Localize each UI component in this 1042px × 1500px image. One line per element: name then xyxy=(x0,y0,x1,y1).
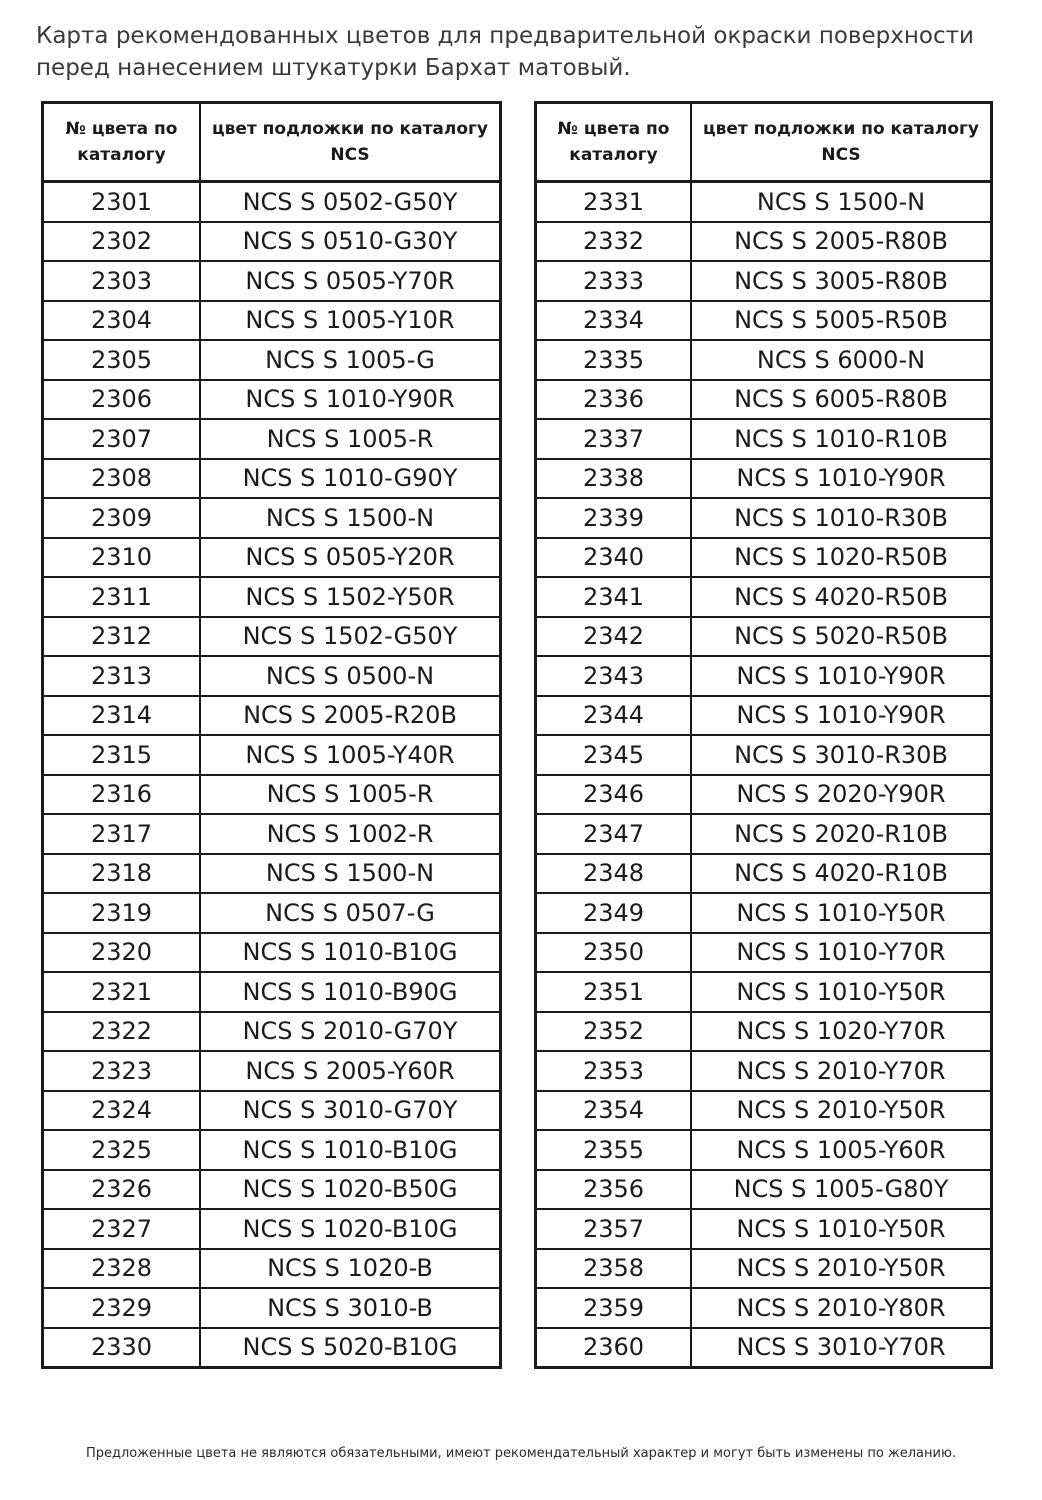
catalog-number-cell: 2344 xyxy=(536,696,692,736)
ncs-color-cell: NCS S 1010-Y90R xyxy=(200,380,501,420)
header-catalog-number: № цвета по каталогу xyxy=(536,103,692,182)
ncs-color-cell: NCS S 1002-R xyxy=(200,814,501,854)
table-row xyxy=(43,301,501,341)
ncs-color-cell: NCS S 5005-R50B xyxy=(691,301,992,341)
catalog-number-cell: 2356 xyxy=(536,1170,692,1210)
table-row xyxy=(536,893,992,933)
ncs-color-cell: NCS S 2005-Y60R xyxy=(200,1051,501,1091)
catalog-number-cell: 2309 xyxy=(43,498,201,538)
table-row xyxy=(43,577,501,617)
ncs-color-cell: NCS S 6000-N xyxy=(691,340,992,380)
header-row xyxy=(536,103,992,182)
catalog-number-cell: 2304 xyxy=(43,301,201,341)
table-row xyxy=(43,1130,501,1170)
ncs-color-cell: NCS S 3005-R80B xyxy=(691,261,992,301)
catalog-number-cell: 2326 xyxy=(43,1170,201,1210)
table-row xyxy=(43,696,501,736)
table-row xyxy=(536,814,992,854)
table-row xyxy=(536,933,992,973)
table-row xyxy=(43,1012,501,1052)
table-row xyxy=(43,538,501,578)
catalog-number-cell: 2352 xyxy=(536,1012,692,1052)
catalog-number-cell: 2353 xyxy=(536,1051,692,1091)
table-row xyxy=(536,617,992,657)
table-row xyxy=(43,814,501,854)
ncs-color-cell: NCS S 1502-G50Y xyxy=(200,617,501,657)
ncs-color-cell: NCS S 1010-Y90R xyxy=(691,656,992,696)
table-row xyxy=(536,261,992,301)
table-row xyxy=(43,1091,501,1131)
catalog-number-cell: 2327 xyxy=(43,1209,201,1249)
color-table-right xyxy=(534,101,993,1369)
catalog-number-cell: 2320 xyxy=(43,933,201,973)
ncs-color-cell: NCS S 0505-Y70R xyxy=(200,261,501,301)
catalog-number-cell: 2321 xyxy=(43,972,201,1012)
table-row xyxy=(536,459,992,499)
ncs-color-cell: NCS S 5020-R50B xyxy=(691,617,992,657)
table-row xyxy=(536,222,992,262)
catalog-number-cell: 2322 xyxy=(43,1012,201,1052)
ncs-color-cell: NCS S 1005-G80Y xyxy=(691,1170,992,1210)
catalog-number-cell: 2338 xyxy=(536,459,692,499)
table-row xyxy=(536,656,992,696)
catalog-number-cell: 2308 xyxy=(43,459,201,499)
ncs-color-cell: NCS S 2010-G70Y xyxy=(200,1012,501,1052)
table-row xyxy=(536,972,992,1012)
table-row xyxy=(43,459,501,499)
ncs-color-cell: NCS S 1020-Y70R xyxy=(691,1012,992,1052)
ncs-color-cell: NCS S 1020-R50B xyxy=(691,538,992,578)
catalog-number-cell: 2332 xyxy=(536,222,692,262)
ncs-color-cell: NCS S 4020-R50B xyxy=(691,577,992,617)
table-row xyxy=(43,933,501,973)
catalog-number-cell: 2312 xyxy=(43,617,201,657)
catalog-number-cell: 2348 xyxy=(536,854,692,894)
table-row xyxy=(43,854,501,894)
catalog-number-cell: 2310 xyxy=(43,538,201,578)
catalog-number-cell: 2343 xyxy=(536,656,692,696)
ncs-color-cell: NCS S 3010-Y70R xyxy=(691,1328,992,1368)
table-row xyxy=(43,340,501,380)
catalog-number-cell: 2317 xyxy=(43,814,201,854)
ncs-color-cell: NCS S 0507-G xyxy=(200,893,501,933)
table-row xyxy=(536,696,992,736)
table-row xyxy=(536,1249,992,1289)
table-row xyxy=(43,1288,501,1328)
ncs-color-cell: NCS S 2020-R10B xyxy=(691,814,992,854)
table-row xyxy=(536,380,992,420)
table-row xyxy=(536,1051,992,1091)
catalog-number-cell: 2302 xyxy=(43,222,201,262)
ncs-color-cell: NCS S 1500-N xyxy=(200,854,501,894)
catalog-number-cell: 2319 xyxy=(43,893,201,933)
catalog-number-cell: 2325 xyxy=(43,1130,201,1170)
table-row xyxy=(43,775,501,815)
ncs-color-cell: NCS S 1005-Y10R xyxy=(200,301,501,341)
table-body xyxy=(536,182,992,1368)
table-row xyxy=(536,538,992,578)
table-row xyxy=(43,893,501,933)
catalog-number-cell: 2301 xyxy=(43,182,201,222)
ncs-color-cell: NCS S 1005-G xyxy=(200,340,501,380)
table-row xyxy=(43,1170,501,1210)
catalog-number-cell: 2342 xyxy=(536,617,692,657)
ncs-color-cell: NCS S 2010-Y70R xyxy=(691,1051,992,1091)
page-title: Карта рекомендованных цветов для предварительной окраски поверхности перед нанесением штукатурки Бархат матовый. xyxy=(36,23,974,81)
table-row xyxy=(43,182,501,222)
ncs-color-cell: NCS S 1010-B10G xyxy=(200,933,501,973)
ncs-color-cell: NCS S 1020-B50G xyxy=(200,1170,501,1210)
ncs-color-cell: NCS S 1010-R30B xyxy=(691,498,992,538)
table-body xyxy=(43,182,501,1368)
ncs-color-cell: NCS S 2010-Y50R xyxy=(691,1091,992,1131)
ncs-color-cell: NCS S 1005-R xyxy=(200,775,501,815)
table-row xyxy=(43,1249,501,1289)
ncs-color-cell: NCS S 3010-G70Y xyxy=(200,1091,501,1131)
ncs-color-cell: NCS S 1010-B10G xyxy=(200,1130,501,1170)
catalog-number-cell: 2349 xyxy=(536,893,692,933)
header-ncs-color: цвет подложки по каталогу NCS xyxy=(200,103,501,182)
catalog-number-cell: 2345 xyxy=(536,735,692,775)
catalog-number-cell: 2354 xyxy=(536,1091,692,1131)
catalog-number-cell: 2350 xyxy=(536,933,692,973)
ncs-color-cell: NCS S 1010-Y50R xyxy=(691,1209,992,1249)
ncs-color-cell: NCS S 1502-Y50R xyxy=(200,577,501,617)
catalog-number-cell: 2331 xyxy=(536,182,692,222)
ncs-color-cell: NCS S 2005-R20B xyxy=(200,696,501,736)
table-row xyxy=(536,1130,992,1170)
catalog-number-cell: 2351 xyxy=(536,972,692,1012)
catalog-number-cell: 2306 xyxy=(43,380,201,420)
ncs-color-cell: NCS S 2010-Y50R xyxy=(691,1249,992,1289)
ncs-color-cell: NCS S 1010-R10B xyxy=(691,419,992,459)
catalog-number-cell: 2335 xyxy=(536,340,692,380)
table-row xyxy=(536,182,992,222)
ncs-color-cell: NCS S 1005-R xyxy=(200,419,501,459)
ncs-color-cell: NCS S 1005-Y60R xyxy=(691,1130,992,1170)
catalog-number-cell: 2359 xyxy=(536,1288,692,1328)
ncs-color-cell: NCS S 1500-N xyxy=(200,498,501,538)
table-row xyxy=(536,498,992,538)
table-row xyxy=(536,577,992,617)
catalog-number-cell: 2330 xyxy=(43,1328,201,1368)
catalog-number-cell: 2346 xyxy=(536,775,692,815)
catalog-number-cell: 2313 xyxy=(43,656,201,696)
catalog-number-cell: 2328 xyxy=(43,1249,201,1289)
table-row xyxy=(43,380,501,420)
table-row xyxy=(43,1209,501,1249)
table-row xyxy=(536,1091,992,1131)
table-row xyxy=(536,1209,992,1249)
ncs-color-cell: NCS S 1010-Y70R xyxy=(691,933,992,973)
catalog-number-cell: 2314 xyxy=(43,696,201,736)
catalog-number-cell: 2303 xyxy=(43,261,201,301)
header-row xyxy=(43,103,501,182)
color-table-left xyxy=(41,101,502,1369)
ncs-color-cell: NCS S 3010-R30B xyxy=(691,735,992,775)
catalog-number-cell: 2324 xyxy=(43,1091,201,1131)
catalog-number-cell: 2316 xyxy=(43,775,201,815)
table-row xyxy=(43,617,501,657)
catalog-number-cell: 2355 xyxy=(536,1130,692,1170)
table-row xyxy=(43,1328,501,1368)
catalog-number-cell: 2311 xyxy=(43,577,201,617)
table-row xyxy=(43,735,501,775)
ncs-color-cell: NCS S 1500-N xyxy=(691,182,992,222)
catalog-number-cell: 2334 xyxy=(536,301,692,341)
ncs-color-cell: NCS S 1010-Y90R xyxy=(691,696,992,736)
table-row xyxy=(43,1051,501,1091)
catalog-number-cell: 2347 xyxy=(536,814,692,854)
ncs-color-cell: NCS S 1010-Y50R xyxy=(691,893,992,933)
ncs-color-cell: NCS S 0502-G50Y xyxy=(200,182,501,222)
catalog-number-cell: 2340 xyxy=(536,538,692,578)
ncs-color-cell: NCS S 0505-Y20R xyxy=(200,538,501,578)
table-row xyxy=(43,261,501,301)
catalog-number-cell: 2337 xyxy=(536,419,692,459)
table-row xyxy=(536,419,992,459)
ncs-color-cell: NCS S 1005-Y40R xyxy=(200,735,501,775)
ncs-color-cell: NCS S 0500-N xyxy=(200,656,501,696)
table-row xyxy=(536,1012,992,1052)
catalog-number-cell: 2323 xyxy=(43,1051,201,1091)
ncs-color-cell: NCS S 2010-Y80R xyxy=(691,1288,992,1328)
ncs-color-cell: NCS S 6005-R80B xyxy=(691,380,992,420)
ncs-color-cell: NCS S 2005-R80B xyxy=(691,222,992,262)
catalog-number-cell: 2315 xyxy=(43,735,201,775)
catalog-number-cell: 2341 xyxy=(536,577,692,617)
table-row xyxy=(536,1328,992,1368)
catalog-number-cell: 2307 xyxy=(43,419,201,459)
catalog-number-cell: 2339 xyxy=(536,498,692,538)
table-row xyxy=(536,301,992,341)
table-row xyxy=(536,1288,992,1328)
header-ncs-color: цвет подложки по каталогу NCS xyxy=(691,103,992,182)
ncs-color-cell: NCS S 1010-Y50R xyxy=(691,972,992,1012)
ncs-color-cell: NCS S 4020-R10B xyxy=(691,854,992,894)
ncs-color-cell: NCS S 2020-Y90R xyxy=(691,775,992,815)
catalog-number-cell: 2360 xyxy=(536,1328,692,1368)
catalog-number-cell: 2329 xyxy=(43,1288,201,1328)
catalog-number-cell: 2305 xyxy=(43,340,201,380)
ncs-color-cell: NCS S 1010-Y90R xyxy=(691,459,992,499)
catalog-number-cell: 2357 xyxy=(536,1209,692,1249)
table-row xyxy=(536,340,992,380)
ncs-color-cell: NCS S 1020-B10G xyxy=(200,1209,501,1249)
table-row xyxy=(43,498,501,538)
ncs-color-cell: NCS S 1020-B xyxy=(200,1249,501,1289)
table-row xyxy=(43,222,501,262)
table-row xyxy=(536,775,992,815)
table-row xyxy=(43,972,501,1012)
catalog-number-cell: 2336 xyxy=(536,380,692,420)
table-row xyxy=(536,735,992,775)
catalog-number-cell: 2333 xyxy=(536,261,692,301)
table-row xyxy=(536,854,992,894)
table-row xyxy=(536,1170,992,1210)
table-row xyxy=(43,419,501,459)
ncs-color-cell: NCS S 3010-B xyxy=(200,1288,501,1328)
ncs-color-cell: NCS S 0510-G30Y xyxy=(200,222,501,262)
catalog-number-cell: 2358 xyxy=(536,1249,692,1289)
ncs-color-cell: NCS S 1010-B90G xyxy=(200,972,501,1012)
catalog-number-cell: 2318 xyxy=(43,854,201,894)
table-row xyxy=(43,656,501,696)
header-catalog-number: № цвета по каталогу xyxy=(43,103,201,182)
footer-note: Предложенные цвета не являются обязательными, имеют рекомендательный характер и могут быть изменены по желанию. xyxy=(85,1446,957,1461)
ncs-color-cell: NCS S 1010-G90Y xyxy=(200,459,501,499)
ncs-color-cell: NCS S 5020-B10G xyxy=(200,1328,501,1368)
